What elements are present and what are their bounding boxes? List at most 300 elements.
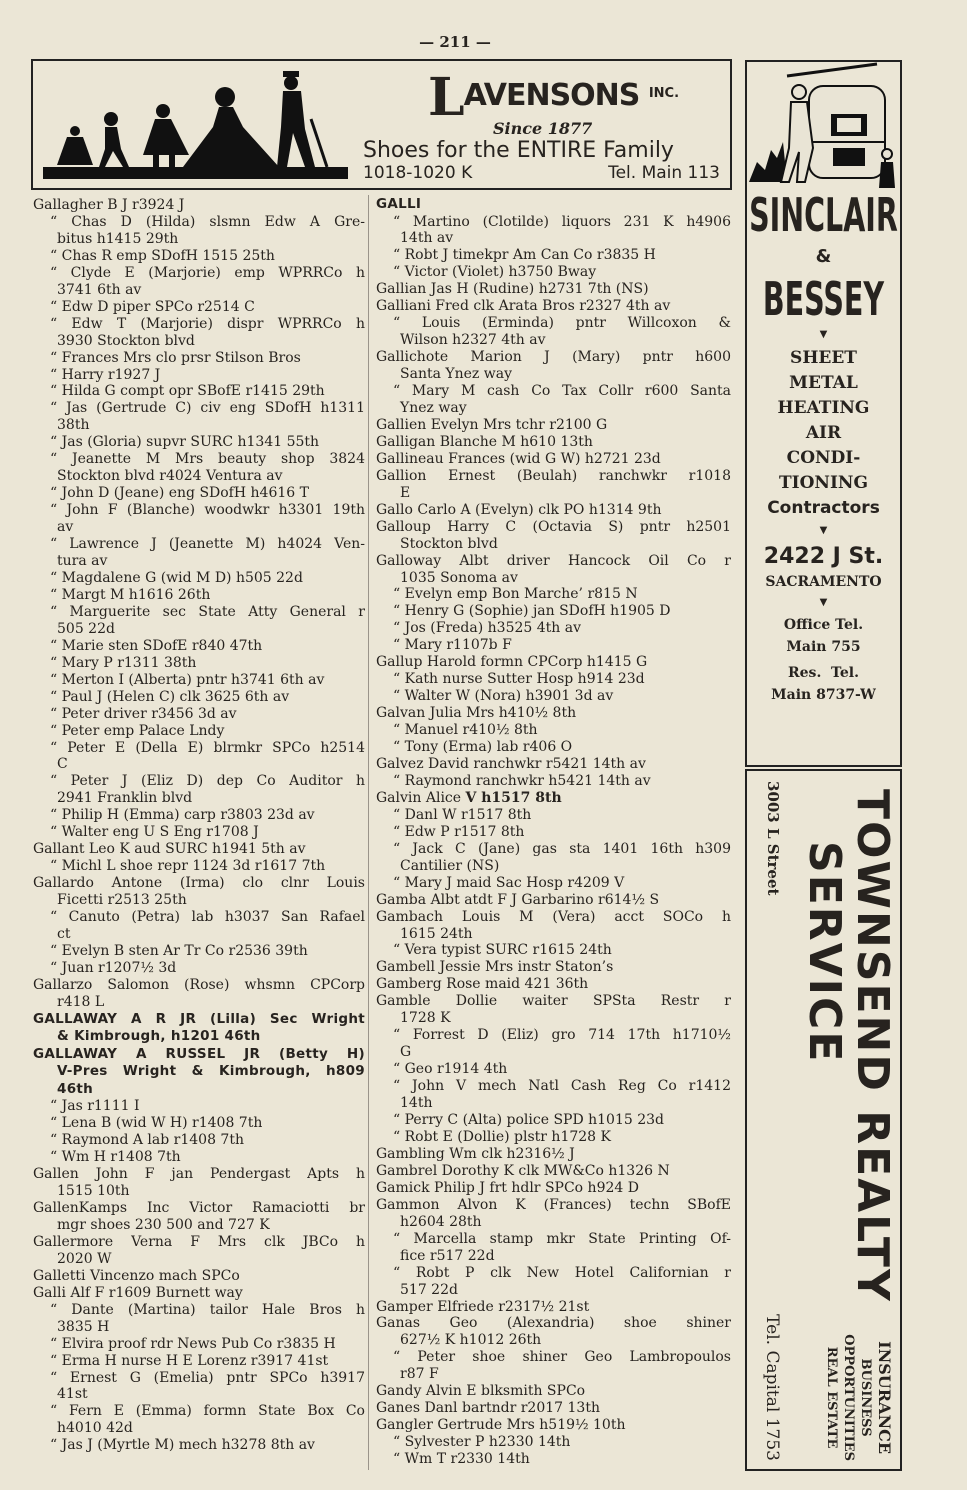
entry-text: Gammon Alvon K (Frances) techn SBofE — [376, 1196, 731, 1213]
directory-entry — [33, 434, 365, 451]
directory-entry — [33, 1166, 365, 1200]
entry-line — [376, 451, 731, 468]
entry-text: ct — [57, 925, 71, 942]
entry-line — [33, 824, 365, 841]
directory-entry — [33, 265, 365, 299]
entry-text: Cantilier (NS) — [400, 857, 500, 874]
directory-entry — [33, 824, 365, 841]
entry-line — [376, 230, 731, 247]
directory-entry — [33, 1132, 365, 1149]
entry-text: “ Jas r1111 I — [50, 1098, 140, 1115]
directory-entry — [376, 298, 731, 315]
entry-line — [376, 926, 731, 943]
sinclair-name: SINCLAIR — [749, 188, 898, 242]
service-line: BUSINESS — [858, 1358, 873, 1437]
directory-entry — [376, 909, 731, 943]
entry-line — [33, 1098, 365, 1115]
entry-line — [33, 1251, 365, 1268]
directory-entry — [33, 485, 365, 502]
directory-entry — [376, 790, 731, 807]
entry-line — [33, 1149, 365, 1166]
directory-entry — [376, 1451, 731, 1468]
entry-text: Galliani Fred clk Arata Bros r2327 4th av — [376, 298, 671, 315]
entry-line — [376, 1146, 731, 1163]
entry-line — [33, 1011, 365, 1029]
entry-line — [33, 350, 365, 367]
directory-entry — [376, 976, 731, 993]
page-number: — 211 — — [419, 33, 491, 51]
entry-text: “ Jack C (Jane) gas sta 1401 16th h309 — [393, 840, 731, 857]
directory-entry — [33, 400, 365, 434]
entry-line — [33, 706, 365, 723]
directory-entry — [33, 672, 365, 689]
entry-text: Galvan Julia Mrs h410½ 8th — [376, 705, 577, 722]
directory-entry — [33, 689, 365, 706]
entry-text: 505 22d — [57, 620, 115, 637]
entry-text: “ Wm T r2330 14th — [393, 1451, 530, 1468]
entry-text: Gallup Harold formn CPCorp h1415 G — [376, 654, 648, 671]
directory-entry — [376, 1299, 731, 1316]
entry-line — [33, 485, 365, 502]
entry-line — [376, 1349, 731, 1366]
entry-line — [33, 672, 365, 689]
entry-line — [376, 1231, 731, 1248]
directory-entry — [376, 841, 731, 875]
entry-line — [376, 1112, 731, 1129]
directory-entry — [33, 1149, 365, 1166]
entry-text: “ Clyde E (Marjorie) emp WPRRCo h — [50, 264, 365, 281]
entry-text: “ Walter W (Nora) h3901 3d av — [393, 688, 614, 705]
entry-bold-text: V h1517 8th — [465, 789, 562, 806]
entry-line — [33, 1319, 365, 1336]
entry-text: Gallant Leo K aud SURC h1941 5th av — [33, 841, 306, 858]
directory-entry — [33, 723, 365, 740]
entry-text: “ Chas D (Hilda) slsmn Edw A Gre- — [50, 213, 365, 230]
service-line: INSURANCE — [875, 1341, 894, 1455]
entry-line — [33, 943, 365, 960]
entry-line — [33, 960, 365, 977]
entry-line — [376, 247, 731, 264]
entry-line — [33, 1132, 365, 1149]
entry-text: “ Jas (Gertrude C) civ eng SDofH h1311 — [50, 400, 365, 417]
entry-text: 627½ K h1012 26th — [400, 1332, 542, 1349]
entry-text: “ Manuel r410½ 8th — [393, 722, 538, 739]
entry-text: “ Juan r1207½ 3d — [50, 959, 177, 976]
entry-text: Gallardo Antone (Irma) clo clnr Louis — [33, 875, 365, 892]
entry-text: “ Evelyn emp Bon Marche’ r815 N — [393, 586, 638, 603]
entry-line — [376, 976, 731, 993]
directory-entry — [376, 468, 731, 502]
service-line: HEATING — [777, 398, 870, 418]
directory-entry — [376, 705, 731, 722]
entry-text: “ John F (Blanche) woodwkr h3301 19th — [50, 502, 365, 519]
entry-line — [33, 740, 365, 757]
entry-line — [376, 756, 731, 773]
entry-line — [376, 1434, 731, 1451]
entry-text: “ Merton I (Alberta) pntr h3741 6th av — [50, 671, 325, 688]
directory-entry — [376, 586, 731, 603]
directory-entry — [376, 553, 731, 587]
entry-line — [33, 1046, 365, 1064]
entry-text: 3835 H — [57, 1318, 110, 1335]
entry-line — [33, 638, 365, 655]
entry-text: Ynez way — [400, 399, 467, 416]
directory-entry — [33, 1115, 365, 1132]
entry-text: “ Peter E (Della E) blrmkr SPCo h2514 — [50, 739, 365, 756]
entry-line — [33, 316, 365, 333]
entry-text: 38th — [57, 417, 90, 434]
entry-text: Gangler Gertrude Mrs h519½ 10th — [376, 1417, 626, 1434]
directory-entry — [376, 451, 731, 468]
entry-text: “ John V mech Natl Cash Reg Co r1412 — [393, 1078, 731, 1095]
bessey-name: BESSEY — [762, 272, 885, 326]
entry-line — [376, 553, 731, 570]
entry-line — [376, 959, 731, 976]
entry-text: 2941 Franklin blvd — [57, 790, 193, 807]
entry-text: “ Tony (Erma) lab r406 O — [393, 739, 573, 756]
entry-text: av — [57, 519, 74, 536]
entry-line — [376, 1400, 731, 1417]
service-line: AIR — [805, 423, 842, 443]
directory-entry — [376, 892, 731, 909]
entry-text: “ Paul J (Helen C) clk 3625 6th av — [50, 688, 290, 705]
directory-entry — [376, 196, 731, 214]
service-line: TIONING — [779, 473, 868, 493]
entry-text: Gamick Philip J frt hdlr SPCo h924 D — [376, 1179, 639, 1196]
entry-line — [376, 298, 731, 315]
entry-line — [376, 1044, 731, 1061]
directory-entry — [376, 1163, 731, 1180]
entry-text: Galletti Vincenzo mach SPCo — [33, 1267, 240, 1284]
directory-entry — [376, 1265, 731, 1299]
entry-text: GallenKamps Inc Victor Ramaciotti br — [33, 1199, 365, 1216]
entry-text: “ Michl L shoe repr 1124 3d r1617 7th — [50, 858, 326, 875]
entry-line — [33, 1285, 365, 1302]
entry-text: Gallien Evelyn Mrs tchr r2100 G — [376, 416, 608, 433]
entry-line — [376, 1366, 731, 1383]
entry-text: 2020 W — [57, 1250, 112, 1267]
entry-text: Gallineau Frances (wid G W) h2721 23d — [376, 450, 661, 467]
entry-text: 1035 Sonoma av — [400, 569, 518, 586]
entry-text: Ganas Geo (Alexandria) shoe shiner — [376, 1315, 731, 1332]
directory-entry — [376, 264, 731, 281]
entry-text: 3930 Stockton blvd — [57, 332, 195, 349]
entry-text: “ Chas R emp SDofH 1515 25th — [50, 247, 275, 264]
directory-entry — [376, 1078, 731, 1112]
entry-text: “ Wm H r1408 7th — [50, 1149, 181, 1166]
directory-entry — [33, 604, 365, 638]
entry-line — [33, 536, 365, 553]
entry-text: GALLI — [376, 196, 422, 212]
directory-entry — [376, 383, 731, 417]
entry-text: Gambrel Dorothy K clk MW&Co h1326 N — [376, 1162, 670, 1179]
directory-entry — [376, 434, 731, 451]
entry-line — [376, 654, 731, 671]
entry-text: 517 22d — [400, 1281, 458, 1298]
entry-line — [376, 705, 731, 722]
entry-line — [33, 1336, 365, 1353]
directory-entry — [33, 299, 365, 316]
townsend-street: 3003 L Street — [764, 781, 782, 896]
entry-line — [33, 519, 365, 536]
entry-text: C — [57, 756, 68, 773]
directory-entry — [33, 1200, 365, 1234]
service-line: METAL — [789, 373, 858, 393]
townsend-telephone: Tel. Capital 1753 — [762, 1314, 782, 1461]
entry-line — [376, 281, 731, 298]
entry-line — [33, 723, 365, 740]
entry-line — [376, 536, 731, 553]
entry-text: Gandy Alvin E blksmith SPCo — [376, 1383, 586, 1400]
entry-text: “ Perry C (Alta) police SPD h1015 23d — [393, 1112, 665, 1129]
entry-text: 3741 6th av — [57, 281, 142, 298]
directory-entry — [376, 807, 731, 824]
directory-entry — [376, 1434, 731, 1451]
entry-line — [376, 1383, 731, 1400]
directory-entry — [376, 603, 731, 620]
directory-entry — [376, 1061, 731, 1078]
sinclair-city: SACRAMENTO — [765, 574, 882, 590]
entry-text: GALLAWAY A R JR (Lilla) Sec Wright — [33, 1010, 365, 1027]
directory-entry — [33, 943, 365, 960]
triangle-divider-icon: ▼ — [819, 525, 828, 536]
directory-entry — [376, 502, 731, 519]
entry-line — [376, 1010, 731, 1027]
entry-text: “ Harry r1927 J — [50, 366, 161, 383]
directory-entry — [376, 756, 731, 773]
entry-text: “ Philip H (Emma) carp r3803 23d av — [50, 807, 315, 824]
entry-line — [33, 841, 365, 858]
entry-text: “ Erma H nurse H E Lorenz r3917 41st — [50, 1352, 329, 1369]
directory-entry — [376, 875, 731, 892]
entry-line — [33, 265, 365, 282]
directory-entry — [33, 248, 365, 265]
entry-text: “ Robt P clk New Hotel Californian r — [393, 1264, 731, 1281]
entry-line — [376, 993, 731, 1010]
directory-entry — [376, 315, 731, 349]
entry-text: Gallion Ernest (Beulah) ranchwkr r1018 — [376, 467, 731, 484]
entry-line — [33, 689, 365, 706]
entry-line — [33, 909, 365, 926]
entry-text: “ Peter J (Eliz D) dep Co Auditor h — [50, 773, 365, 790]
service-line: SHEET — [790, 348, 857, 368]
entry-line — [33, 1437, 365, 1454]
entry-line — [376, 671, 731, 688]
directory-entry — [33, 1437, 365, 1454]
directory-entry — [33, 1234, 365, 1268]
column-divider — [368, 195, 369, 1470]
entry-text: Gallo Carlo A (Evelyn) clk PO h1314 9th — [376, 501, 662, 518]
entry-line — [33, 1183, 365, 1200]
directory-entry — [376, 1129, 731, 1146]
entry-text: “ Henry G (Sophie) jan SDofH h1905 D — [393, 603, 671, 620]
entry-line — [33, 604, 365, 621]
entry-text: “ Dante (Martina) tailor Hale Bros h — [50, 1301, 365, 1318]
entry-line — [376, 773, 731, 790]
entry-line — [33, 926, 365, 943]
directory-entry — [33, 451, 365, 485]
entry-text: Wilson h2327 4th av — [400, 332, 546, 349]
entry-line — [376, 824, 731, 841]
entry-text: “ Lawrence J (Jeanette M) h4024 Ven- — [50, 536, 365, 553]
entry-text: “ Fern E (Emma) formn State Box Co — [50, 1403, 365, 1420]
directory-entry — [376, 349, 731, 383]
entry-line — [33, 1302, 365, 1319]
entry-text: V-Pres Wright & Kimbrough, h809 — [57, 1063, 365, 1080]
entry-text: Gambell Jessie Mrs instr Staton’s — [376, 959, 614, 976]
entry-text: Gallarzo Salomon (Rose) whsmn CPCorp — [33, 976, 365, 993]
entry-line — [376, 1061, 731, 1078]
entry-line — [33, 807, 365, 824]
entry-text: “ Jas (Gloria) supvr SURC h1341 55th — [50, 434, 320, 451]
entry-text: Gallian Jas H (Rudine) h2731 7th (NS) — [376, 281, 649, 298]
sinclair-address: 2422 J St. — [763, 544, 884, 569]
directory-entry — [376, 1315, 731, 1349]
directory-entry — [33, 1011, 365, 1046]
directory-entry — [33, 197, 365, 214]
entry-text: Santa Ynez way — [400, 366, 512, 383]
directory-column-right — [376, 196, 731, 1468]
directory-entry — [33, 1353, 365, 1370]
directory-entry — [376, 1146, 731, 1163]
entry-line — [33, 977, 365, 994]
directory-entry — [33, 316, 365, 350]
entry-line — [376, 1027, 731, 1044]
entry-text: “ Marguerite sec State Atty General r — [50, 603, 365, 620]
entry-text: 14th av — [400, 230, 454, 247]
townsend-realty-ad — [745, 769, 902, 1471]
entry-line — [376, 1315, 731, 1332]
directory-entry — [33, 1302, 365, 1336]
entry-line — [376, 909, 731, 926]
directory-entry — [33, 1370, 365, 1404]
directory-entry — [376, 620, 731, 637]
entry-line — [376, 417, 731, 434]
sinclair-bessey-ad — [745, 60, 902, 767]
entry-text: mgr shoes 230 500 and 727 K — [57, 1216, 270, 1233]
entry-text: Galloway Albt driver Hancock Oil Co r — [376, 552, 731, 569]
directory-entry — [376, 688, 731, 705]
entry-text: Galvin Alice — [376, 789, 466, 806]
directory-entry — [33, 875, 365, 909]
entry-text: “ Marie sten SDofE r840 47th — [50, 637, 263, 654]
entry-text: “ Louis (Erminda) pntr Willcoxon & — [393, 315, 731, 332]
entry-text: “ Elvira proof rdr News Pub Co r3835 H — [50, 1335, 336, 1352]
entry-line — [376, 603, 731, 620]
entry-line — [376, 196, 731, 214]
entry-line — [33, 367, 365, 384]
entry-text: Gamberg Rose maid 421 36th — [376, 976, 589, 993]
directory-entry — [376, 654, 731, 671]
entry-text: “ Mary P r1311 38th — [50, 654, 197, 671]
entry-text: Gamble Dollie waiter SPSta Restr r — [376, 993, 731, 1010]
directory-entry — [33, 587, 365, 604]
entry-text: Gallermore Verna F Mrs clk JBCo h — [33, 1233, 365, 1250]
entry-line — [33, 468, 365, 485]
entry-text: “ Margt M h1616 26th — [50, 586, 211, 603]
directory-entry — [376, 1112, 731, 1129]
directory-entry — [33, 536, 365, 570]
directory-entry — [33, 740, 365, 774]
entry-text: “ Victor (Violet) h3750 Bway — [393, 264, 597, 281]
entry-line — [33, 1063, 365, 1081]
entry-line — [376, 688, 731, 705]
entry-line — [376, 485, 731, 502]
directory-entry — [376, 519, 731, 553]
entry-text: “ Robt J timekpr Am Can Co r3835 H — [393, 247, 656, 264]
entry-line — [376, 1265, 731, 1282]
lavensons-logo: LAVENSONS $^{INC.}$ — [428, 67, 680, 128]
entry-line — [376, 1299, 731, 1316]
lavensons-tagline: Shoes for the ENTIRE Family — [363, 138, 674, 163]
entry-line — [33, 1200, 365, 1217]
entry-text: Ganes Danl bartndr r2017 13th — [376, 1400, 600, 1417]
entry-line — [376, 383, 731, 400]
entry-line — [376, 892, 731, 909]
directory-entry — [33, 960, 365, 977]
entry-line — [376, 807, 731, 824]
entry-line — [33, 502, 365, 519]
lavensons-ad — [31, 59, 732, 190]
entry-text: “ Geo r1914 4th — [393, 1061, 508, 1078]
entry-text: “ John D (Jeane) eng SDofH h4616 T — [50, 485, 309, 502]
directory-entry — [33, 807, 365, 824]
family-silhouette-illustration — [43, 67, 363, 182]
entry-line — [376, 502, 731, 519]
entry-text: 1615 24th — [400, 925, 473, 942]
entry-line — [33, 231, 365, 248]
entry-text: “ Forrest D (Eliz) gro 714 17th h1710½ — [393, 1027, 731, 1044]
entry-line — [33, 1234, 365, 1251]
entry-line — [376, 1078, 731, 1095]
contractors-label: Contractors — [767, 498, 880, 518]
directory-entry — [33, 841, 365, 858]
entry-line — [33, 333, 365, 350]
directory-entry — [376, 1231, 731, 1265]
directory-entry — [33, 1098, 365, 1115]
entry-line — [33, 621, 365, 638]
directory-entry — [33, 383, 365, 400]
entry-text: “ Edw P r1517 8th — [393, 823, 525, 840]
entry-line — [33, 248, 365, 265]
entry-text: 46th — [57, 1080, 94, 1097]
directory-entry — [376, 739, 731, 756]
entry-line — [376, 1163, 731, 1180]
directory-entry — [376, 671, 731, 688]
entry-text: Stockton blvd r4024 Ventura av — [57, 468, 283, 485]
entry-text: “ Vera typist SURC r1615 24th — [393, 942, 612, 959]
entry-text: “ Kath nurse Sutter Hosp h914 23d — [393, 671, 645, 688]
directory-entry — [33, 909, 365, 943]
entry-line — [33, 1217, 365, 1234]
entry-text: 41st — [57, 1386, 88, 1403]
directory-entry — [33, 570, 365, 587]
entry-line — [376, 315, 731, 332]
entry-line — [33, 1268, 365, 1285]
entry-line — [33, 994, 365, 1011]
entry-text: Gallen John F jan Pendergast Apts h — [33, 1166, 365, 1183]
entry-line — [33, 1115, 365, 1132]
directory-entry — [33, 706, 365, 723]
entry-line — [33, 570, 365, 587]
triangle-divider-icon: ▼ — [819, 329, 828, 340]
entry-text: “ Edw D piper SPCo r2514 C — [50, 298, 255, 315]
entry-line — [376, 1417, 731, 1434]
entry-text: Gamba Albt atdt F J Garbarino r614½ S — [376, 891, 660, 908]
entry-text: “ Jas J (Myrtle M) mech h3278 8th av — [50, 1437, 315, 1454]
service-line: OPPORTUNITIES — [841, 1334, 856, 1461]
entry-line — [376, 739, 731, 756]
